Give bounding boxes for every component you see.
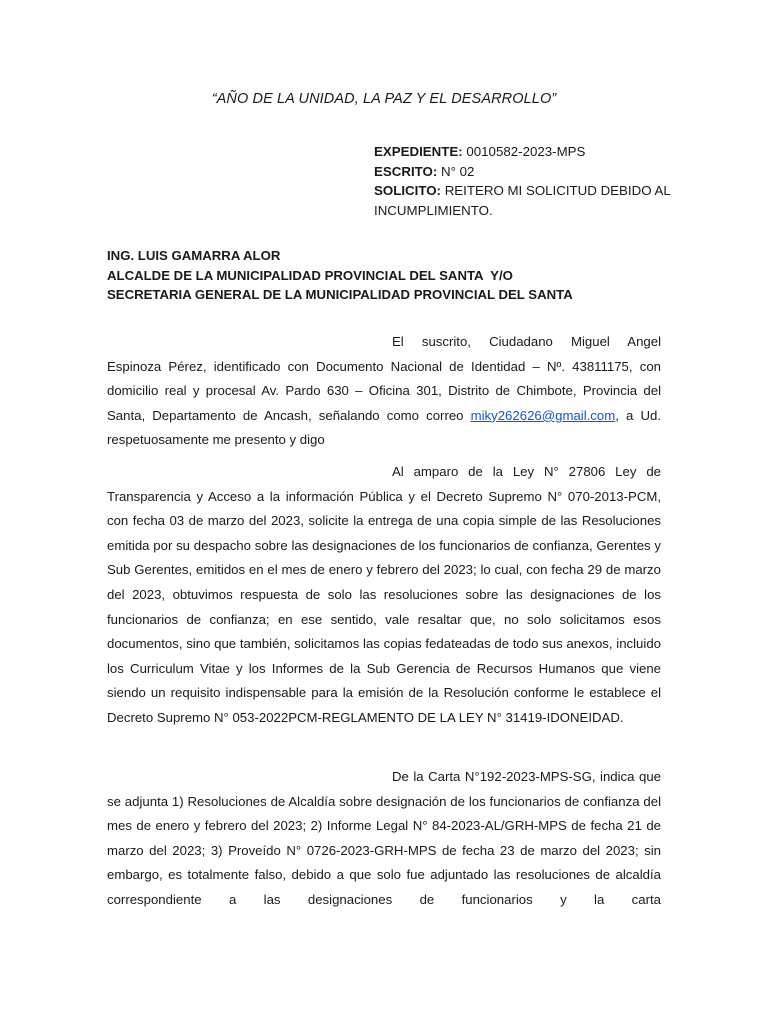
addressee-name: ING. LUIS GAMARRA ALOR: [107, 248, 281, 263]
addressee-title: ALCALDE DE LA MUNICIPALIDAD PROVINCIAL DEL SANTA Y/O: [107, 267, 513, 283]
expediente-label: EXPEDIENTE:: [374, 144, 463, 159]
escrito-label: ESCRITO:: [374, 163, 438, 179]
addressee-block: [107, 246, 667, 305]
solicito-label: SOLICITO:: [374, 183, 441, 198]
document-motto: “AÑO DE LA UNIDAD, LA PAZ Y EL DESARROLLO”: [211, 91, 557, 107]
expediente-value: 0010582-2023-MPS: [466, 144, 586, 159]
solicito-value: REITERO MI SOLICITUD DEBIDO AL INCUMPLIMIENTO.: [374, 183, 671, 218]
solicito-row: [374, 181, 674, 220]
paragraph-introduction-text: [107, 330, 661, 453]
paragraph-legal-basis: [107, 460, 661, 731]
escrito-row: [374, 162, 674, 182]
paragraph-carta: [107, 765, 661, 913]
paragraph-legal-basis-text: Al amparo de la Ley N° 27806 Ley de Transparencia y Acceso a la información Pública y el Decreto Supremo N° 070-2013-PCM, con fecha 03 de marzo del 2023, solicite la entrega de una copia simple de las Resoluciones emitida por su despacho sobre las designaciones de los funcionarios de confianza, Gerentes y Sub Gerentes, emitidos en el mes de enero y febrero del 2023; lo cual, con fecha 29 de marzo del 2023, obtuvimos respuesta de solo las resoluciones sobre las designaciones de los funcionarios de confianza; en ese sentido, vale resaltar que, no solo solicitamos esos documentos, sino que también, solicitamos las copias fedateadas de todo sus anexos, incluido los Curriculum Vitae y los Informes de la Sub Gerencia de Recursos Humanos que viene siendo un requisito indispensable para la emisión de la Resolución conforme le establece el Decreto Supremo N° 053-2022PCM-REGLAMENTO DE LA LEY N° 31419-IDONEIDAD.: [107, 464, 661, 725]
intro-text-before-email: El suscrito, Ciudadano Miguel Angel Espinoza Pérez, identificado con Documento Nacional de Identidad – Nº. 43811175, con domicilio real y procesal Av. Pardo 630 – Oficina 301, Distrito de Chimbote, Provincia del Santa, Departamento de Ancash, señalando como correo: [107, 334, 661, 423]
addressee-alt-title: SECRETARIA GENERAL DE LA MUNICIPALIDAD PROVINCIAL DEL SANTA: [107, 287, 573, 302]
escrito-value: N° 02: [441, 163, 475, 179]
case-header: [374, 142, 674, 220]
paragraph-carta-text: De la Carta N°192-2023-MPS-SG, indica que se adjunta 1) Resoluciones de Alcaldía sobre designación de los funcionarios de confianza del mes de enero y febrero del 2023; 2) Informe Legal N° 84-2023-AL/GRH-MPS de fecha 21 de marzo del 2023; 3) Proveído N° 0726-2023-GRH-MPS de fecha 23 de marzo del 2023; sin embargo, es totalmente falso, debido a que solo fue adjuntado las resoluciones de alcaldía correspondiente a las designaciones de funcionarios y la carta: [107, 769, 661, 907]
paragraph-introduction: [107, 330, 661, 453]
intro-text-after-email: , a Ud. respetuosamente me presento y digo: [107, 407, 661, 448]
email-link[interactable]: miky262626@gmail.com: [470, 407, 616, 423]
expediente-row: [374, 142, 674, 162]
